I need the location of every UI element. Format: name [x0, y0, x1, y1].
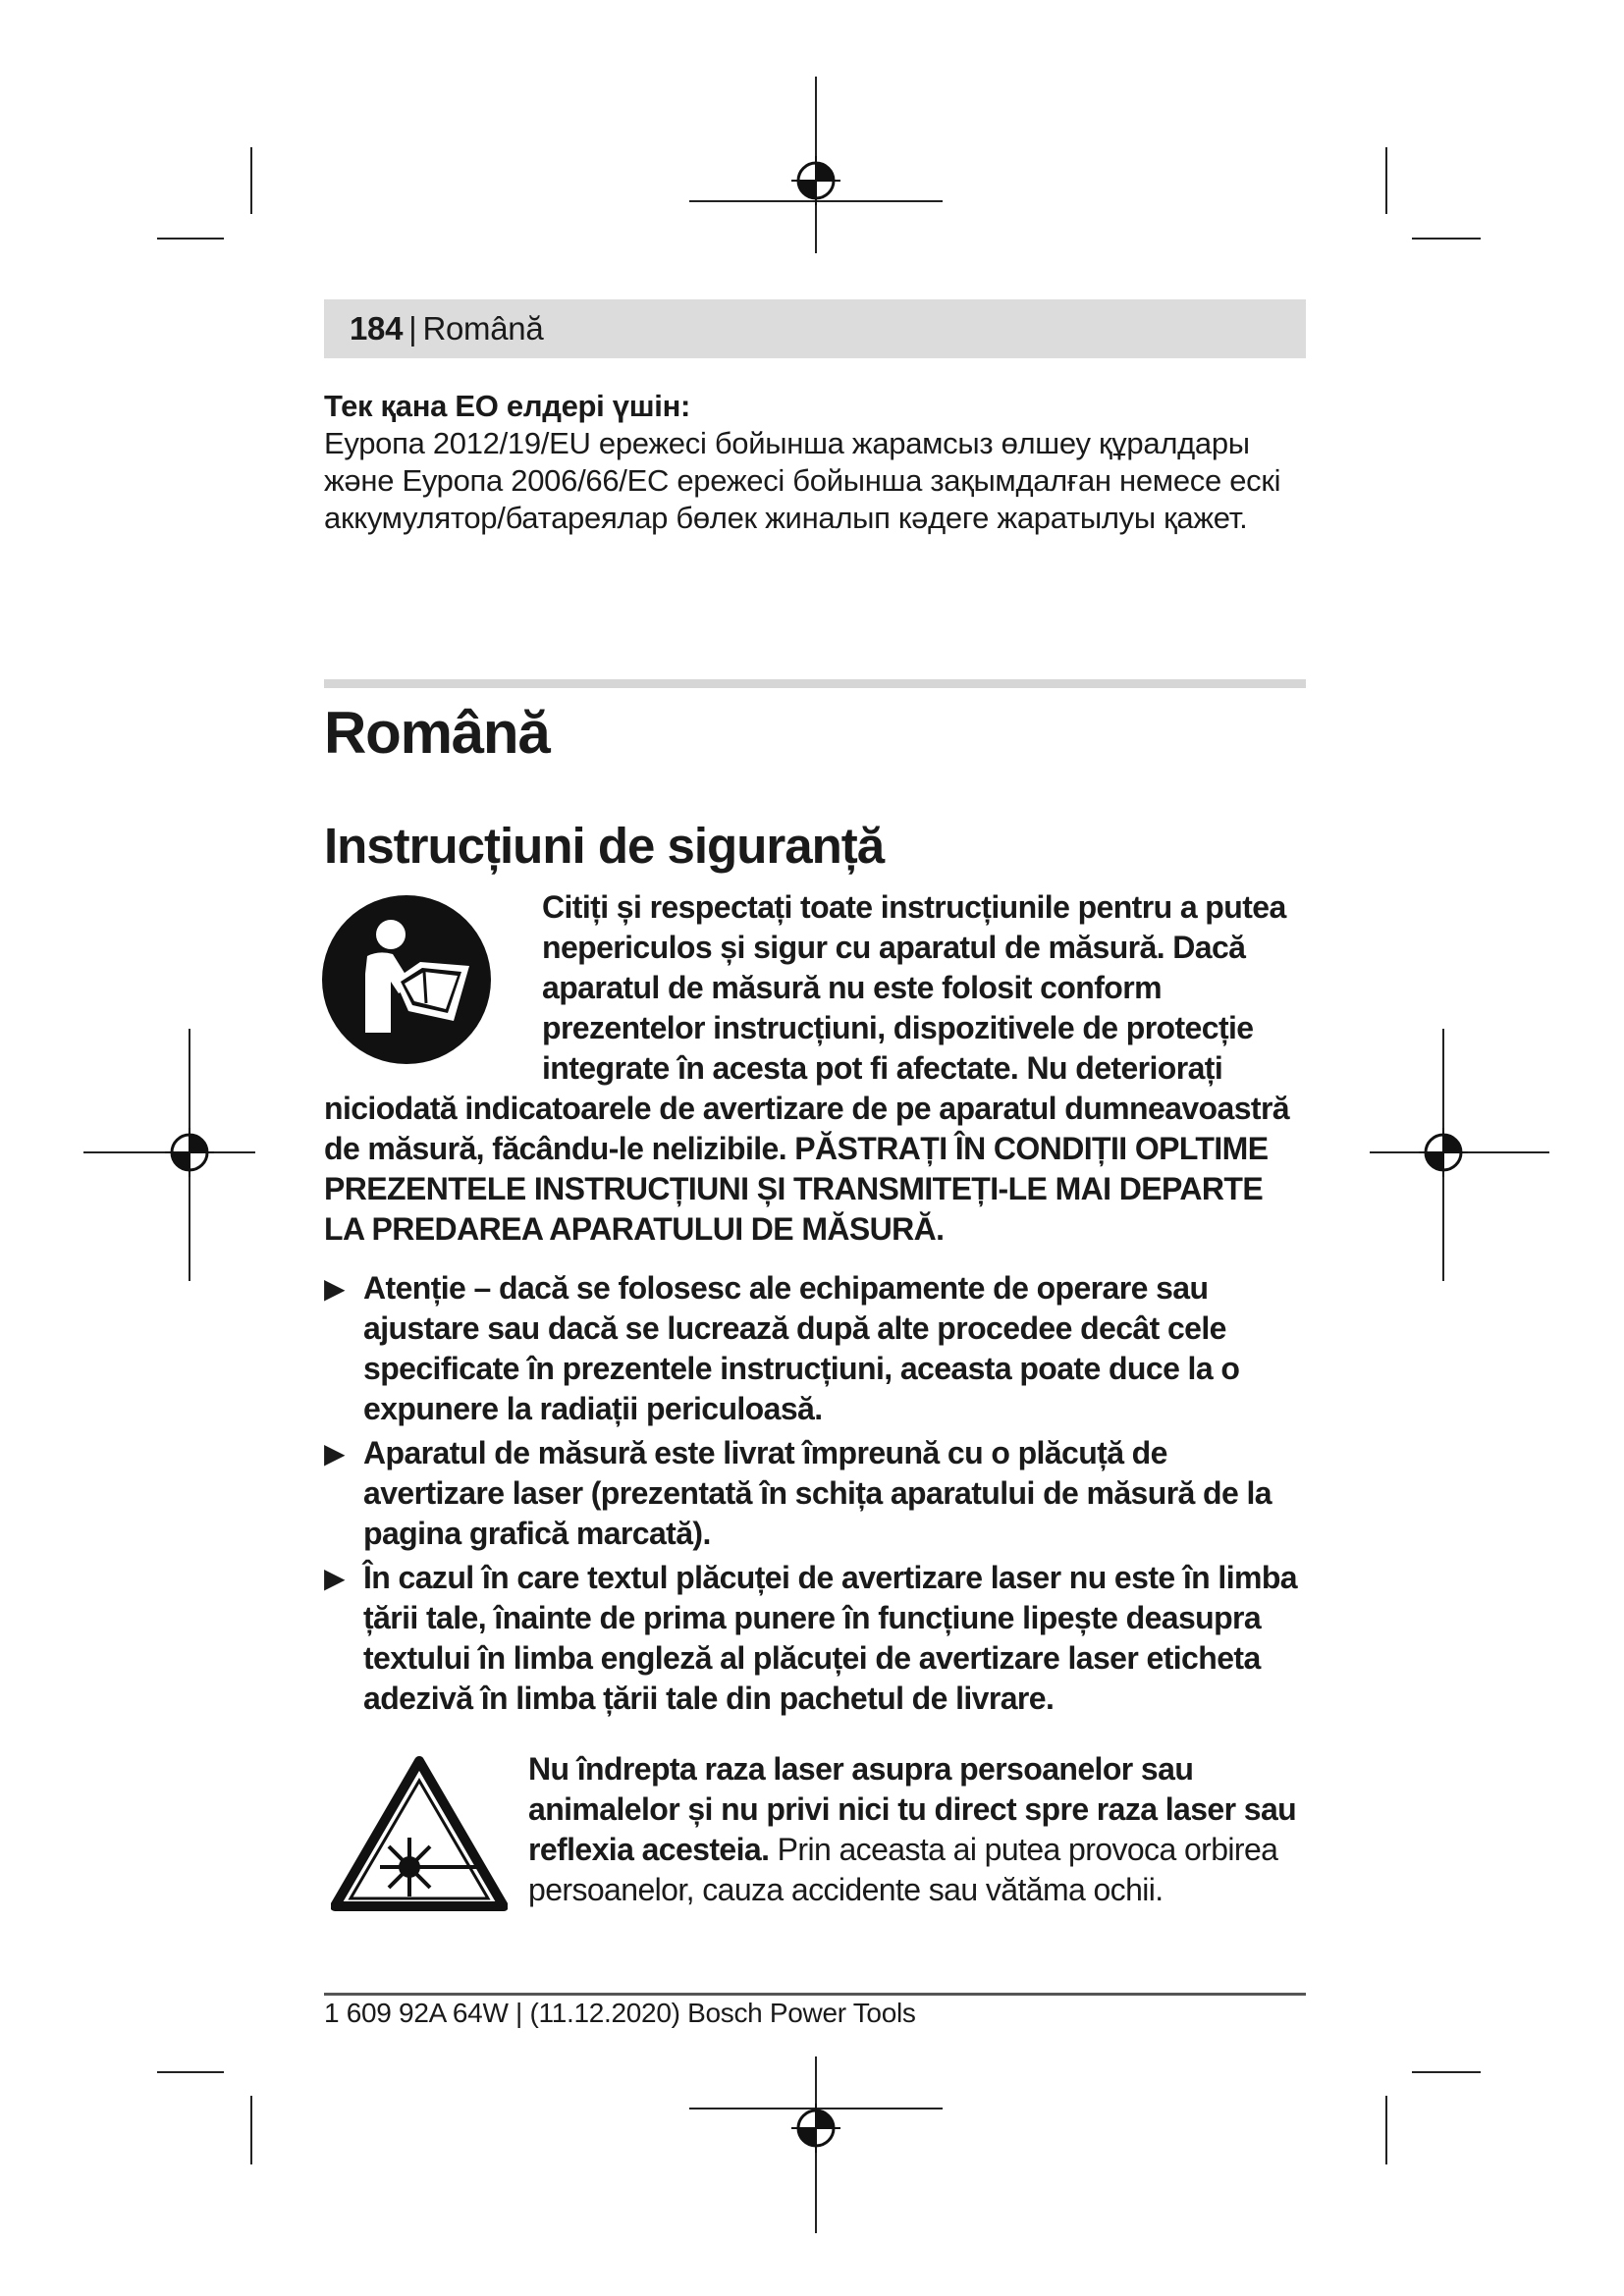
kazakh-note-title: Тек қана ЕО елдері үшін:: [324, 389, 691, 423]
safety-bullet-list: [324, 1268, 1306, 1723]
list-item-text: Aparatul de măsură este livrat împreună cu o plăcuță de avertizare laser (prezentată în schița aparatului de măsură de la pagina grafică marcată).: [363, 1435, 1272, 1551]
laser-warning-text: [528, 1749, 1314, 1910]
header-language: Română: [422, 310, 544, 347]
page-footer: 1 609 92A 64W | (11.12.2020) Bosch Power Tools: [324, 1998, 916, 2028]
page-number: 184: [350, 310, 404, 347]
safety-intro: [324, 887, 1306, 1250]
registration-mark-icon: [165, 1128, 214, 1177]
subsection-title: Instrucțiuni de siguranță: [324, 818, 885, 874]
laser-warning-icon: [331, 1755, 508, 1912]
kazakh-note-body: Еуропа 2012/19/EU ережесі бойынша жарамсыз өлшеу құралдары және Еуропа 2006/66/EC ережесі бойынша зақымдалған немесе ескі аккумулятор/батареялар бөлек жиналып кәдеге жаратылуы қажет.: [324, 426, 1281, 535]
bullet-arrow-icon: ▶: [324, 1563, 345, 1593]
registration-mark-icon: [791, 156, 840, 205]
laser-warning-bold: Nu îndrepta raza laser asupra persoanelor sau animalelor și nu privi nici tu direct spre raza laser sau reflexia acesteia.: [528, 1751, 1297, 1867]
footer-divider: [324, 1993, 1306, 1996]
header-separator: |: [408, 310, 417, 347]
kazakh-disposal-note: [324, 388, 1306, 537]
section-title: Română: [324, 700, 550, 766]
list-item: [324, 1558, 1306, 1719]
list-item-text: Atenție – dacă se folosesc ale echipamente de operare sau ajustare sau dacă se lucrează după alte procedee decât cele specificate în prezentele instrucțiuni, aceasta poate duce la o expunere la radiații periculoasă.: [363, 1270, 1240, 1426]
icon-spacer: [324, 887, 542, 1089]
laser-warning-normal: Prin aceasta ai putea provoca orbirea persoanelor, cauza accidente sau vătăma ochii.: [528, 1832, 1278, 1907]
page-header: [324, 299, 1306, 358]
section-divider: [324, 679, 1306, 688]
list-item-text: În cazul în care textul plăcuței de avertizare laser nu este în limba țării tale, înainte de prima punere în funcțiune lipește deasupra textului în limba engleză al plăcuței de avertizare laser eticheta adezivă în limba țării tale din pachetul de livrare.: [363, 1560, 1297, 1716]
registration-mark-icon: [791, 2104, 840, 2153]
bullet-arrow-icon: ▶: [324, 1438, 345, 1468]
registration-mark-icon: [1419, 1128, 1468, 1177]
list-item: [324, 1268, 1306, 1429]
list-item: [324, 1433, 1306, 1554]
bullet-arrow-icon: ▶: [324, 1273, 345, 1304]
safety-intro-text: Citiți și respectați toate instrucțiunile pentru a putea nepericulos și sigur cu aparatul de măsură. Dacă aparatul de măsură nu este folosit conform prezentelor instrucțiuni, dispozitivele de protecție integrate în acesta pot fi afectate. Nu deteriorați niciodată indicatoarele de avertizare de pe aparatul dumneavoastră de măsură, făcându-le nelizibile. PĂSTRAȚI ÎN CONDIȚII OPLTIME PREZENTELE INSTRUCȚIUNI ȘI TRANSMITEȚI-LE MAI DEPARTE LA PREDAREA APARATULUI DE MĂSURĂ.: [324, 889, 1289, 1247]
